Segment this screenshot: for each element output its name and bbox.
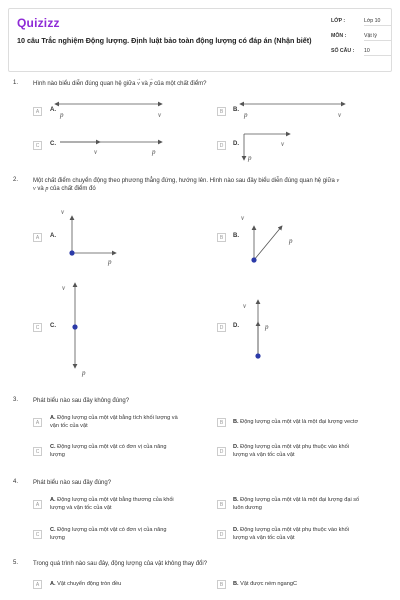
option-box-a[interactable]: A (33, 500, 42, 509)
vector-v-symbol: v → (136, 77, 142, 87)
option-label-a: A. (50, 233, 56, 239)
particle-dot (255, 353, 260, 358)
option-box-b[interactable]: B (217, 233, 226, 242)
option-b[interactable]: B. Vật được ném ngangC (233, 581, 298, 587)
option-box-b[interactable]: B (217, 418, 226, 427)
option-c[interactable]: C. Động lượng của một vật có đơn vị của năng lượng (50, 527, 167, 541)
class-value: Lớp 10 (364, 18, 392, 26)
vector-v-symbol: v (336, 178, 340, 184)
option-box-a[interactable]: A (33, 233, 42, 242)
option-label-b: B. (233, 107, 239, 113)
option-box-c[interactable]: C (33, 530, 42, 539)
option-label-d: D. (233, 141, 239, 147)
svg-text:p: p (244, 111, 248, 119)
svg-text:v: v (281, 140, 285, 148)
option-box-b[interactable]: B (217, 107, 226, 116)
option-box-d[interactable]: D (217, 323, 226, 332)
option-box-d[interactable]: D (217, 530, 226, 539)
svg-text:v: v (241, 214, 245, 222)
question-number: 2. (13, 177, 19, 183)
option-label-c: C. (50, 141, 56, 147)
subject-label: MÔN : (331, 33, 347, 39)
option-box-a[interactable]: A (33, 580, 42, 589)
svg-text:p: p (108, 258, 112, 266)
svg-text:p: p (82, 369, 86, 377)
svg-text:v: v (62, 284, 66, 292)
option-box-d[interactable]: D (217, 447, 226, 456)
svg-text:p: p (152, 148, 156, 156)
option-b[interactable]: B. Động lượng của một vật là một đại lượng đại số luôn dương (233, 497, 360, 511)
option-a[interactable]: A. Vật chuyển động tròn đều (50, 581, 122, 587)
option-label-d: D. (233, 323, 239, 329)
question-number: 1. (13, 80, 19, 86)
option-d[interactable]: D. Động lượng của một vật phụ thuộc vào khối lượng và vận tốc của vật (233, 444, 349, 458)
vector-p-symbol: v (33, 186, 36, 192)
svg-text:p: p (60, 111, 64, 119)
question-text: Hình nào biểu diễn đúng quan hệ giữa v → và p → của một chất điểm? (33, 77, 207, 87)
option-box-c[interactable]: C (33, 323, 42, 332)
class-label: LỚP : (331, 18, 346, 24)
question-text: Phát biểu nào sau đây đúng? (33, 480, 112, 486)
option-box-b[interactable]: B (217, 580, 226, 589)
svg-text:p: p (248, 154, 252, 162)
count-value: 10 (364, 48, 392, 56)
option-box-c[interactable]: C (33, 447, 42, 456)
question-text: Trong quá trình nào sau đây, động lượng của vật không thay đổi? (33, 561, 208, 567)
question-number: 5. (13, 560, 19, 566)
question-text: Một chất điểm chuyển động theo phương thẳng đứng, hướng lên. Hình nào sau đây biểu diễn đúng quan hệ giữa v v và p của chất điểm đó (33, 178, 340, 192)
option-b[interactable]: B. Động lượng của một vật là một đại lượng vectơ (233, 419, 359, 425)
svg-text:v: v (158, 111, 162, 119)
option-c[interactable]: C. Động lượng của một vật có đơn vị của năng lượng (50, 444, 167, 458)
count-label: SỐ CÂU : (331, 48, 355, 54)
svg-text:v: v (61, 208, 65, 216)
svg-text:v: v (338, 111, 342, 119)
option-box-b[interactable]: B (217, 500, 226, 509)
option-label-a: A. (50, 107, 56, 113)
vector-p-symbol: p → (148, 77, 154, 87)
option-label-b: B. (233, 233, 239, 239)
question-number: 3. (13, 397, 19, 403)
subject-value: Vật lý (364, 33, 392, 41)
svg-text:v: v (94, 148, 98, 156)
option-label-c: C. (50, 323, 56, 329)
svg-text:p: p (289, 237, 293, 245)
question-text: Phát biểu nào sau đây không đúng? (33, 398, 130, 404)
svg-text:v: v (243, 302, 247, 310)
document-title: 10 câu Trắc nghiệm Động lượng. Định luật bảo toàn động lượng có đáp án (Nhận biết) (17, 36, 312, 45)
option-a[interactable]: A. Động lượng của một vật bằng tích khối lượng và vận tốc của vật (50, 415, 178, 429)
quizizz-logo[interactable]: Quizizz (17, 16, 60, 30)
option-a[interactable]: A. Động lượng của một vật bằng thương của khối lượng và vận tốc của vật (50, 497, 174, 511)
option-box-c[interactable]: C (33, 141, 42, 150)
svg-text:p: p (265, 323, 269, 331)
option-d[interactable]: D. Động lượng của một vật phụ thuộc vào khối lượng và vận tốc của vật (233, 527, 349, 541)
option-box-a[interactable]: A (33, 418, 42, 427)
option-box-d[interactable]: D (217, 141, 226, 150)
question-number: 4. (13, 479, 19, 485)
option-box-a[interactable]: A (33, 107, 42, 116)
